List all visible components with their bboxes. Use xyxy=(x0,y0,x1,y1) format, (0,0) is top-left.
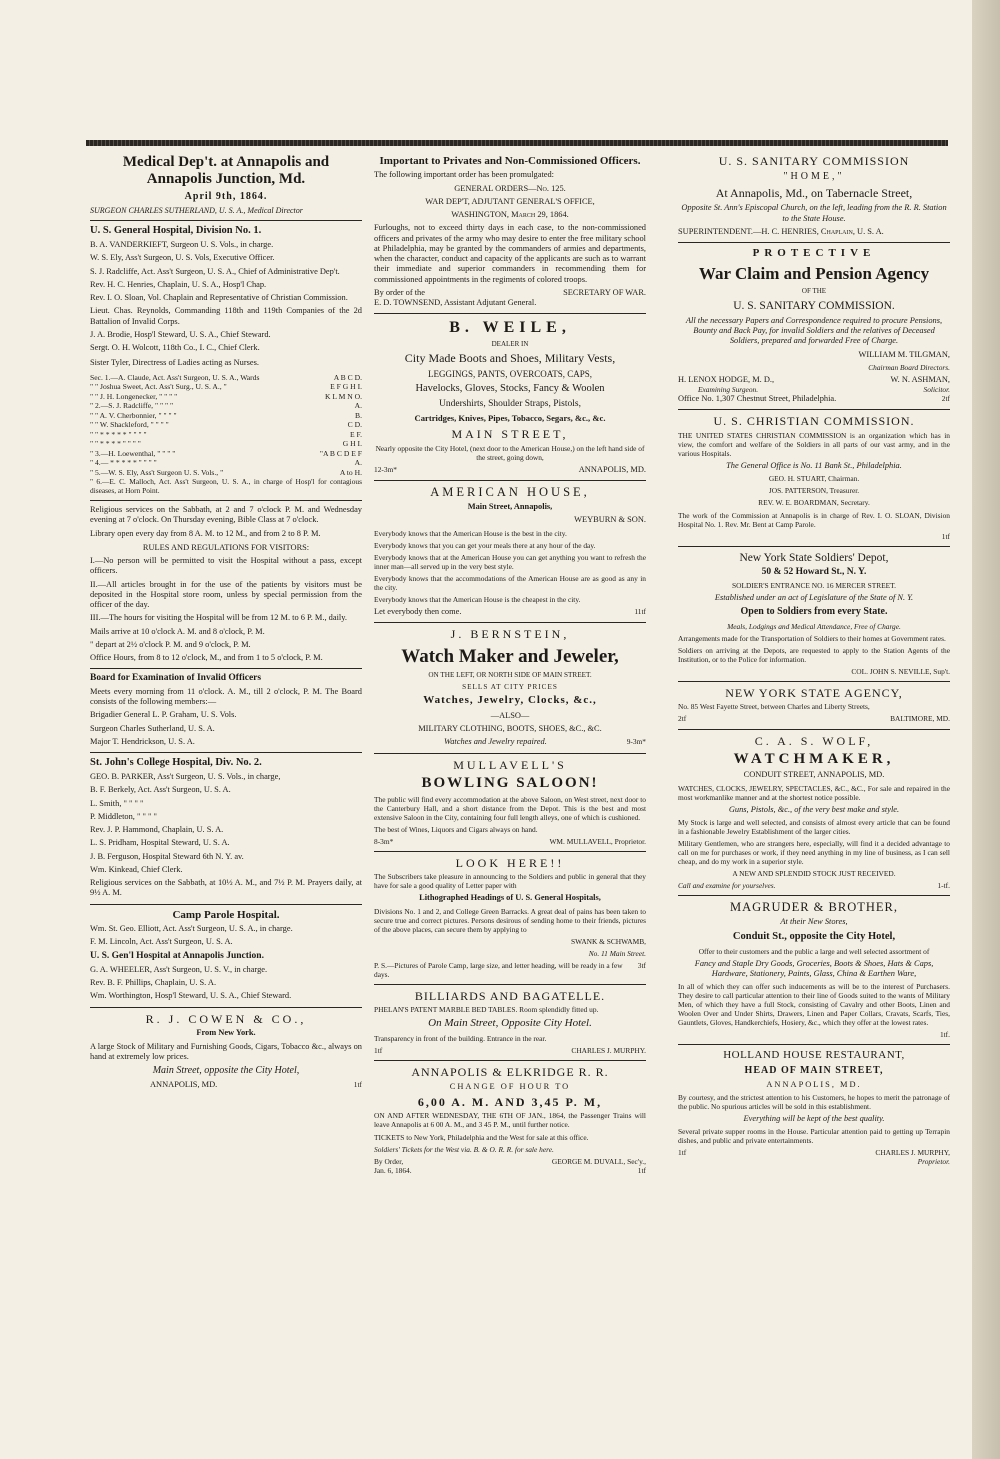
wolf-text-2: My Stock is large and well selected, and consists of almost every article that can be found in a fashionable Jewelry Establishment of the larger cities. xyxy=(678,817,950,837)
billiards-text-2: Transparency in front of the building. Entrance in the rear. xyxy=(374,1033,547,1043)
bernstein-military: MILITARY CLOTHING, BOOTS, SHOES, &C., &C. xyxy=(418,724,602,734)
mullavell-heading: MULLAVELL'S xyxy=(453,757,567,772)
ward-row: " " Joshua Sweet, Act. Ass't Surg., U. S. A., " E F G H I. xyxy=(90,382,362,392)
divider xyxy=(90,752,362,753)
mails-arrive: Mails arrive at 10 o'clock A. M. and 8 o'clock, P. M. xyxy=(90,626,265,636)
staff-line: W. S. Ely, Ass't Surgeon, U. S. Vols, Executive Officer. xyxy=(90,253,275,263)
ny-depot-open: Open to Soldiers from every State. xyxy=(740,606,888,618)
stjohn-religious: Religious services on the Sabbath, at 10½ A. M., and 7½ P. M. Prayers daily, at 9½ A. M. xyxy=(90,878,362,898)
stjohn-heading: St. John's College Hospital, Div. No. 2. xyxy=(90,757,262,769)
ward-row: " " W. Shackleford, " " " " C D. xyxy=(90,420,362,430)
board-member: Surgeon Charles Sutherland, U. S. A. xyxy=(90,723,215,733)
holland-street: HEAD OF MAIN STREET, xyxy=(744,1064,884,1076)
look-here-bold: Lithographed Headings of U. S. General Hospitals, xyxy=(419,893,601,903)
ny-depot-colonel: COL. JOHN S. NEVILLE, Sup't. xyxy=(851,666,950,676)
div1-heading: U. S. General Hospital, Division No. 1. xyxy=(90,225,262,237)
look-here-heading: LOOK HERE!! xyxy=(455,855,565,870)
ward-row: " " J. H. Longenecker, " " " " K L M N O. xyxy=(90,391,362,401)
medical-dept-date: April 9th, 1864. xyxy=(184,190,268,202)
staff-line: Rev. B. F. Phillips, Chaplain, U. S. A. xyxy=(90,978,217,988)
order-line: WAR DEP'T, ADJUTANT GENERAL'S OFFICE, xyxy=(425,196,595,206)
magruder-text: In all of which they can offer such inducements as will be to the interest of Purchasers. They desire to call particular attention to their line of Goods suited to the wants of Military Men, of which they have a full Stock, consisting of Cavalry and other Boots, Linen and Woolen Over and Under Shirts, Drawers, Linen and Paper Collars, Cravats, Scarfs, Ties, Gauntlets, Gloves, Handkerchiefs, Hosiery, &c., which they offer at the lowest rates. xyxy=(678,982,950,1028)
american-house-tag: 11tf xyxy=(634,606,646,616)
bernstein-items: Watches, Jewelry, Clocks, &c., xyxy=(423,694,597,707)
bernstein-repaired: Watches and Jewelry repaired. xyxy=(444,737,547,747)
tilgman: WILLIAM M. TILGMAN, xyxy=(858,349,950,359)
divider xyxy=(678,895,950,896)
billiards-location: On Main Street, Opposite City Hotel. xyxy=(428,1017,592,1030)
staff-line: L. S. Pridham, Hospital Steward, U. S. A. xyxy=(90,838,230,848)
american-house-line: Everybody knows that you can get your meals there at any hour of the day. xyxy=(374,540,596,550)
holland-tag: 1tf xyxy=(678,1148,687,1158)
bernstein-also: —ALSO— xyxy=(490,710,530,720)
divider xyxy=(374,1060,646,1061)
office-hours: Office Hours, from 8 to 12 o'clock, M., and from 1 to 5 o'clock, P. M. xyxy=(90,653,323,663)
magruder-tag: 1tf. xyxy=(939,1030,950,1040)
divider xyxy=(374,313,646,314)
ward-row: Sec. 1.—A. Claude, Act. Ass't Surgeon, U. S. A., Wards A B C D. xyxy=(90,372,362,382)
ward-6-line: " 6.—E. C. Malloch, Act. Ass't Surgeon, U. S. A., in charge of Hosp'l for contagious diseases, at Horn Point. xyxy=(90,477,362,496)
billiards-heading: BILLIARDS AND BAGATELLE. xyxy=(414,988,606,1003)
railroad-hours: 6,00 A. M. AND 3,45 P. M, xyxy=(417,1094,603,1109)
mullavell-text: The public will find every accommodation at the above Saloon, on West street, next door to the Canterbury Hall, and a short distance from the Depot. This is the best and most extensive Saloon in the City, containing four full length alleys, one of which is cushioned. xyxy=(374,794,646,822)
christian-officer: JOS. PATTERSON, Treasurer. xyxy=(768,486,860,496)
weile-heading: B. WEILE, xyxy=(449,319,571,337)
staff-line: B. F. Berkely, Act. Ass't Surgeon, U. S. A. xyxy=(90,785,231,795)
staff-line: F. M. Lincoln, Act. Ass't Surgeon, U. S. A. xyxy=(90,937,233,947)
divider xyxy=(678,729,950,730)
weile-line: LEGGINGS, PANTS, OVERCOATS, CAPS, xyxy=(428,369,592,380)
cowen-tag: 1tf xyxy=(353,1080,362,1090)
staff-line: B. A. VANDERKIEFT, Surgeon U. S. Vols., in charge. xyxy=(90,240,274,250)
holland-quality: Everything will be kept of the best quality. xyxy=(743,1114,885,1124)
ny-depot-text-2: Soldiers on arriving at the Depots, are requested to apply to the Station Agents of the Institution, or to the Police for information. xyxy=(678,645,950,664)
mullavell-footer xyxy=(374,837,646,846)
look-here-text-2: Divisions No. 1 and 2, and College Green Barracks. A great deal of pains has been taken to secure true and correct pictures. Persons desirous of sending home to their friends, pictures of the above places, can secure them by applying to xyxy=(374,906,646,934)
hodge-title: Examining Surgeon. xyxy=(698,385,759,395)
billiards-text: PHELAN'S PATENT MARBLE BED TABLES. Room splendidly fitted up. xyxy=(374,1005,599,1015)
ward-row: " 2.—S. J. Radcliffe, " " " " A. xyxy=(90,401,362,411)
staff-line: S. J. Radcliffe, Act. Ass't Surgeon, U. S. A., Chief of Administrative Dep't. xyxy=(90,266,340,276)
home-label: "HOME," xyxy=(783,170,845,182)
railroad-by: By Order, xyxy=(374,1156,404,1166)
medical-director: SURGEON CHARLES SUTHERLAND, U. S. A., Medical Director xyxy=(90,205,303,215)
american-house-line: Everybody knows that the American House is the cheapest in the city. xyxy=(374,594,581,604)
divider xyxy=(678,681,950,682)
wolf-tag: 1-tf. xyxy=(937,881,950,891)
page-binding-edge xyxy=(972,0,1000,1459)
american-house-line: Everybody knows that the American House is the best in the city. xyxy=(374,528,567,538)
ny-depot-heading: New York State Soldiers' Depot, xyxy=(739,551,889,564)
staff-line: Rev. J. P. Hammond, Chaplain, U. S. A. xyxy=(90,825,224,834)
divider xyxy=(90,1007,362,1008)
look-here-text: The Subscribers take pleasure in announcing to the Soldiers and public in general that they have for sale a good quality of Letter paper with xyxy=(374,872,646,891)
staff-line: L. Smith, " " " " xyxy=(90,798,144,808)
officers-row xyxy=(678,375,950,385)
board-heading: Board for Examination of Invalid Officers xyxy=(90,673,262,684)
wolf-text: WATCHES, CLOCKS, JEWELRY, SPECTACLES, &C., &C., For sale and repaired in the most workmanlike manner and at the shortest notice possible. xyxy=(678,783,950,802)
staff-line: Wm. Worthington, Hosp'l Steward, U. S. A., Chief Steward. xyxy=(90,991,292,1001)
staff-line: P. Middleton, " " " " xyxy=(90,811,157,821)
nurses-line: Sister Tyler, Directress of Ladies acting as Nurses. xyxy=(90,358,259,368)
weile-dealer: DEALER IN xyxy=(491,339,529,348)
cowen-footer xyxy=(90,1080,362,1090)
billiards-proprietor: CHARLES J. MURPHY. xyxy=(571,1045,646,1055)
magruder-goods: Fancy and Staple Dry Goods, Groceries, Boots & Shoes, Hats & Caps, Hardware, Stationery, Paints, Glass, China & Earthen Ware, xyxy=(694,958,934,978)
railroad-footer xyxy=(374,1166,646,1175)
officers-titles-row xyxy=(678,385,950,394)
ward-list xyxy=(90,373,362,477)
ny-agency-footer xyxy=(678,714,950,723)
privates-title: Important to Privates and Non-Commissioned Officers. xyxy=(379,155,641,167)
magruder-street: Conduit St., opposite the City Hotel, xyxy=(732,930,896,942)
wolf-title: WATCHMAKER, xyxy=(733,751,895,768)
divider xyxy=(374,622,646,623)
mullavell-text-2: The best of Wines, Liquors and Cigars always on hand. xyxy=(374,824,538,834)
order-intro: The following important order has been promulgated: xyxy=(374,170,555,180)
rule-item: I.—No person will be permitted to visit the Hospital without a pass, except officers. xyxy=(90,556,362,576)
ward-row: " " A. V. Cherbonnier, " " " " B. xyxy=(90,410,362,420)
christian-officer: REV. W. E. BOARDMAN, Secretary. xyxy=(758,498,870,508)
look-here-address: No. 11 Main Street. xyxy=(588,948,646,958)
top-rule xyxy=(86,140,948,146)
cowen-address: Main Street, opposite the City Hotel, xyxy=(152,1065,300,1077)
order-by: By order of the xyxy=(374,287,425,297)
railroad-text: ON AND AFTER WEDNESDAY, THE 6TH OF JAN., 1864, the Passenger Trains will leave Annapolis at 6 00 A. M., and 3 45 P. M., until further notice. xyxy=(374,1111,646,1130)
of-the: OF THE xyxy=(801,287,827,296)
ny-agency-city: BALTIMORE, MD. xyxy=(890,714,950,724)
home-superintendent: SUPERINTENDENT.—H. C. HENRIES, Chaplain, U. S. A. xyxy=(678,226,884,236)
weile-near: Nearly opposite the City Hotel, (next door to the American House,) on the left hand side of the street, going down, xyxy=(375,443,645,462)
weile-tag: 12-3m* xyxy=(374,464,397,474)
column-right xyxy=(678,152,950,1170)
tilgman-title: Chairman Board Directors. xyxy=(868,362,950,372)
ward-row: " 5.—W. S. Ely, Ass't Surgeon U. S. Vols., " A to H. xyxy=(90,467,362,477)
billiards-footer xyxy=(374,1046,646,1055)
cowen-heading: R. J. COWEN & CO., xyxy=(145,1011,307,1026)
parole-heading: Camp Parole Hospital. xyxy=(172,908,280,921)
medical-dept-title: Medical Dep't. at Annapolis and Annapolis Junction, Md. xyxy=(122,154,330,188)
board-member: Brigadier General L. P. Graham, U. S. Vols. xyxy=(90,710,237,720)
junction-heading: U. S. Gen'l Hospital at Annapolis Junction. xyxy=(90,951,264,962)
order-secretary: SECRETARY OF WAR. xyxy=(563,287,646,297)
home-opposite: Opposite St. Ann's Episcopal Church, on the left, leading from the R. R. Station to the State House. xyxy=(681,203,947,223)
american-house-heading: AMERICAN HOUSE, xyxy=(430,484,590,499)
railroad-tag: 1tf xyxy=(637,1165,646,1175)
weile-line: Havelocks, Gloves, Stocks, Fancy & Woolen xyxy=(415,383,605,395)
weile-line: Cartridges, Knives, Pipes, Tobacco, Segars, &c., &c. xyxy=(414,413,606,424)
magruder-offer: Offer to their customers and the public a large and well selected assortment of xyxy=(698,946,930,956)
staff-line: Wm. Kinkead, Chief Clerk. xyxy=(90,864,183,874)
american-house-street: Main Street, Annapolis, xyxy=(467,502,553,512)
office-address: Office No. 1,307 Chestnut Street, Philadelphia. xyxy=(678,394,837,404)
office-row xyxy=(678,394,950,404)
christian-work: The work of the Commission at Annapolis is in charge of Rev. I. O. SLOAN, Division Hospital No. 1. Rev. Mr. Bent at Camp Parole. xyxy=(678,510,950,529)
ward-row: " 3.—H. Loewenthal, " " " " "A B C D E F xyxy=(90,448,362,458)
staff-line: Lieut. Chas. Reynolds, Commanding 118th and 119th Companies of the 2d Battalion of Invalid Corps. xyxy=(90,306,362,326)
ny-agency-address: No. 85 West Fayette Street, between Charles and Liberty Streets, xyxy=(678,702,870,712)
holland-proprietor: CHARLES J. MURPHY, xyxy=(875,1148,950,1158)
library-hours: Library open every day from 8 A. M. to 12 M., and from 2 to 8 P. M. xyxy=(90,528,321,538)
board-text: Meets every morning from 11 o'clock. A. M., till 2 o'clock, P. M. The Board consists of the following members:— xyxy=(90,686,362,707)
staff-line: Rev. H. C. Henries, Chaplain, U. S. A., Hosp'l Chap. xyxy=(90,279,267,289)
protective-heading: PROTECTIVE xyxy=(752,247,876,260)
bernstein-footer xyxy=(374,737,646,747)
look-here-ps: P. S.—Pictures of Parole Camp, large size, and letter heading, will be ready in a few days. xyxy=(374,960,623,979)
wolf-new-stock: A NEW AND SPLENDID STOCK JUST RECEIVED. xyxy=(732,869,896,879)
american-house-come: Let everybody then come. xyxy=(374,606,462,616)
railroad-text-3: Soldiers' Tickets for the West via. B. & O. R. R. for sale here. xyxy=(374,1144,554,1154)
ward-row: " " * * * * " " " " G H I. xyxy=(90,439,362,449)
holland-proprietor-title: Proprietor. xyxy=(917,1157,950,1167)
divider xyxy=(90,904,362,905)
divider xyxy=(90,668,362,669)
rule-item: II.—All articles brought in for the use of the patients by visitors must be deposited in the Hospital store room, unless by special permission from the officer of the day. xyxy=(90,579,362,610)
divider xyxy=(90,500,362,501)
ward-row: " 4.— * * * * * " " " " A. xyxy=(90,458,362,468)
ny-depot-address: 50 & 52 Howard St., N. Y. xyxy=(761,566,867,577)
railroad-date: Jan. 6, 1864. xyxy=(374,1165,412,1175)
wolf-heading: C. A. S. WOLF, xyxy=(754,733,874,748)
weile-footer xyxy=(374,465,646,475)
bernstein-heading: J. BERNSTEIN, xyxy=(450,627,570,642)
board-member: Major T. Hendrickson, U. S. A. xyxy=(90,736,195,746)
ny-depot-entrance: SOLDIER'S ENTRANCE NO. 16 MERCER STREET. xyxy=(732,581,896,591)
weile-line: City Made Boots and Shoes, Military Vests, xyxy=(404,351,616,366)
office-tag: 2tf xyxy=(941,394,950,404)
ny-depot-meals: Meals, Lodgings and Medical Attendance, Free of Charge. xyxy=(727,621,901,631)
railroad-order-row xyxy=(374,1157,646,1166)
christian-office: The General Office is No. 11 Bank St., Philadelphia. xyxy=(726,461,902,471)
divider xyxy=(374,753,646,754)
look-here-signature: SWANK & SCHWAMB, xyxy=(571,936,646,946)
ny-depot-text: Arrangements made for the Transportation of Soldiers to their homes at Government rates. xyxy=(678,633,946,643)
weile-city: ANNAPOLIS, MD. xyxy=(578,464,646,474)
american-house-proprietor: WEYBURN & SON. xyxy=(574,515,646,525)
furlough-text: Furloughs, not to exceed thirty days in each case, to the non-commissioned officers and privates of the army who may desire to enter the free military school at Philadelphia, may be granted by the commanders of armies and departments, when the character, conduct and capacity of the applicants are such as to warrant their immediate and superior commanders in recommending them for commissioned appointments in the regiments of colored troops. xyxy=(374,223,646,284)
bernstein-title: Watch Maker and Jeweler, xyxy=(401,645,619,667)
cowen-city: ANNAPOLIS, MD. xyxy=(150,1080,218,1090)
sanitary-description: All the necessary Papers and Correspondence required to procure Pensions, Bounty and Back Pay, for invalid Soldiers and the relatives of Deceased Soldiers, prepared and forwarded Free of Charge. xyxy=(685,315,943,346)
wolf-street: CONDUIT STREET, ANNAPOLIS, MD. xyxy=(743,770,885,780)
magruder-at: At their New Stores, xyxy=(780,917,848,927)
american-house-line: Everybody knows that at the American House you can get anything you want to refresh the inner man—all served up in the very best style. xyxy=(374,552,646,571)
divider xyxy=(678,242,950,243)
american-house-footer xyxy=(374,607,646,617)
wolf-footer xyxy=(678,881,950,890)
holland-footer xyxy=(678,1148,950,1157)
bernstein-sells: SELLS AT CITY PRICES xyxy=(462,682,558,691)
order-signature-row xyxy=(374,288,646,298)
wolf-text-3: Military Gentlemen, who are strangers here, especially, will find it a decided advantage to call on me for purchases or work, if they need anything in my line of business, as I can sell cheap, and do my work in a superior style. xyxy=(678,839,950,867)
ny-agency-heading: NEW YORK STATE AGENCY, xyxy=(725,685,903,700)
staff-line: Sergt. O. H. Wolcott, 118th Co., I. C., Chief Clerk. xyxy=(90,343,260,353)
mullavell-tag: 8-3m* xyxy=(374,836,394,846)
column-left xyxy=(90,152,362,1091)
sanitary-heading: U. S. SANITARY COMMISSION xyxy=(718,154,910,168)
railroad-signature: GEORGE M. DUVALL, Sec'y., xyxy=(551,1156,646,1166)
american-house-line: Everybody knows that the accommodations of the American House are as good as any in the city. xyxy=(374,573,646,592)
staff-line: GEO. B. PARKER, Ass't Surgeon, U. S. Vols., in charge, xyxy=(90,772,281,781)
wolf-guns: Guns, Pistols, &c., of the very best make and style. xyxy=(728,804,900,814)
rule-item: III.—The hours for visiting the Hospital will be from 12 M. to 6 P. M., daily. xyxy=(90,613,347,623)
rules-heading: RULES AND REGULATIONS FOR VISITORS: xyxy=(142,542,310,552)
home-location: At Annapolis, Md., on Tabernacle Street, xyxy=(715,185,913,200)
staff-line: Rev. I. O. Sloan, Vol. Chaplain and Representative of Christian Commission. xyxy=(90,293,348,303)
mullavell-title: BOWLING SALOON! xyxy=(421,775,599,792)
divider xyxy=(90,220,362,221)
divider xyxy=(678,546,950,547)
railroad-heading: ANNAPOLIS & ELKRIDGE R. R. xyxy=(411,1064,609,1079)
divider xyxy=(374,851,646,852)
holland-text-2: Several private supper rooms in the House. Particular attention paid to getting up Terrapin dishes, and public and private entertainments. xyxy=(678,1127,950,1146)
holland-city: ANNAPOLIS, MD. xyxy=(766,1079,862,1089)
billiards-tag: 1tf xyxy=(374,1045,383,1055)
divider xyxy=(374,480,646,481)
weile-street: MAIN STREET, xyxy=(451,426,569,441)
ward-row: " " * * * * * " " " " E F. xyxy=(90,429,362,439)
look-here-footer xyxy=(374,961,646,979)
order-line: WASHINGTON, March 29, 1864. xyxy=(451,210,569,220)
divider xyxy=(374,984,646,985)
holland-text: By courtesy, and the strictest attention to his Customers, he hopes to merit the patronage of the public. No spurious articles will be sold in this establishment. xyxy=(678,1093,950,1112)
order-line: GENERAL ORDERS—No. 125. xyxy=(454,183,566,193)
magruder-heading: MAGRUDER & BROTHER, xyxy=(730,900,898,915)
divider xyxy=(678,409,950,410)
staff-line: J. B. Ferguson, Hospital Steward 6th N. Y. av. xyxy=(90,851,244,861)
ashman-title: Solicitor. xyxy=(923,385,950,395)
christian-text: THE UNITED STATES CHRISTIAN COMMISSION is an organization which has in view, the comfort and welfare of the Soldiers in all parts of our vast army, and in the various Hospitals. xyxy=(678,431,950,459)
mails-depart: " depart at 2½ o'clock P. M. and 9 o'clock, P. M. xyxy=(90,639,251,649)
cowen-from: From New York. xyxy=(196,1028,256,1038)
bernstein-location: ON THE LEFT, OR NORTH SIDE OF MAIN STREET. xyxy=(428,670,592,679)
order-signature: E. D. TOWNSEND, Assistant Adjutant General. xyxy=(374,298,537,308)
hodge: H. LENOX HODGE, M. D., xyxy=(678,374,775,384)
bernstein-tag: 9-3m* xyxy=(626,737,646,747)
staff-line: Wm. St. Geo. Elliott, Act. Ass't Surgeon, U. S. A., in charge. xyxy=(90,923,293,933)
divider xyxy=(678,1044,950,1045)
staff-line: G. A. WHEELER, Ass't Surgeon, U. S. V., in charge. xyxy=(90,964,268,974)
ashman: W. N. ASHMAN, xyxy=(890,374,950,384)
holland-heading: HOLLAND HOUSE RESTAURANT, xyxy=(723,1049,905,1062)
ny-depot-established: Established under an act of Legislature of the State of N. Y. xyxy=(714,593,914,603)
sanitary-commission: U. S. SANITARY COMMISSION. xyxy=(733,299,895,312)
mullavell-proprietor: WM. MULLAVELL, Proprietor. xyxy=(549,836,646,846)
christian-heading: U. S. CHRISTIAN COMMISSION. xyxy=(713,414,915,429)
staff-line: J. A. Brodie, Hosp'l Steward, U. S. A., Chief Steward. xyxy=(90,329,271,339)
railroad-change: CHANGE OF HOUR TO xyxy=(449,1081,571,1091)
column-middle xyxy=(374,152,646,1175)
christian-tag: 1tf xyxy=(941,531,950,541)
cowen-text: A large Stock of Military and Furnishing Goods, Cigars, Tobacco &c., always on hand at extremely low prices. xyxy=(90,1041,362,1061)
religious-services: Religious services on the Sabbath, at 2 and 7 o'clock P. M. and Wednesday evening at 7 o'clock. On Thursday evening, Bible Class at 7 o'clock. xyxy=(90,505,362,525)
weile-line: Undershirts, Shoulder Straps, Pistols, xyxy=(439,398,581,409)
ny-agency-tag: 2tf xyxy=(678,714,687,724)
christian-officer: GEO. H. STUART, Chairman. xyxy=(768,474,860,484)
war-claim-title: War Claim and Pension Agency xyxy=(698,263,930,283)
look-here-tag: 3tf xyxy=(637,960,646,970)
railroad-text-2: TICKETS to New York, Philadelphia and the West for sale at this office. xyxy=(374,1132,589,1142)
wolf-call: Call and examine for yourselves. xyxy=(678,881,776,891)
